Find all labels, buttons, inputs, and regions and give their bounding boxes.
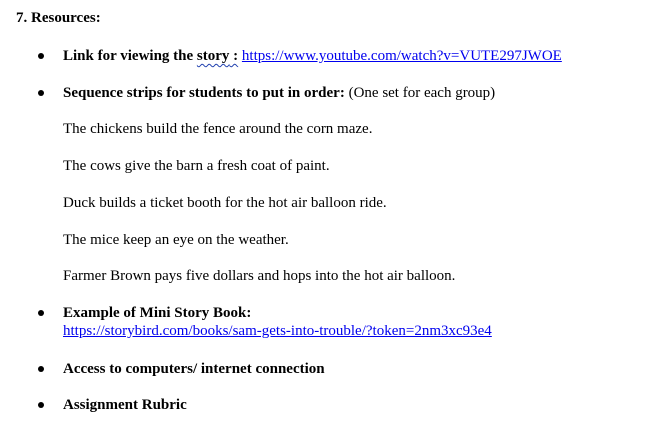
list-item-computers <box>63 359 325 379</box>
sequence-strip: The chickens build the fence around the corn maze. <box>63 121 373 137</box>
bullet-icon <box>38 90 44 96</box>
bullet-icon <box>38 402 44 408</box>
story-link-label: Link for viewing the <box>63 48 197 64</box>
story-colon: : <box>229 48 239 64</box>
list-item-sequence-strips <box>63 83 495 103</box>
storybird-link[interactable]: https://storybird.com/books/sam-gets-into-trouble/?token=2nm3xc93e4 <box>63 323 492 339</box>
sequence-strip: Duck builds a ticket booth for the hot air balloon ride. <box>63 195 387 211</box>
computers-label: Access to computers/ internet connection <box>63 361 325 377</box>
bullet-icon <box>38 310 44 316</box>
list-item-example-link <box>63 321 492 341</box>
example-label: Example of Mini Story Book: <box>63 305 252 321</box>
list-item-rubric <box>63 395 187 415</box>
story-word: story <box>196 48 230 64</box>
sequence-strips-label: Sequence strips for students to put in order: <box>63 85 345 101</box>
section-heading: 7. Resources: <box>16 10 101 26</box>
youtube-link[interactable]: https://www.youtube.com/watch?v=VUTE297JWOE <box>241 48 562 64</box>
sequence-strip: The mice keep an eye on the weather. <box>63 232 289 248</box>
sequence-strips-note: (One set for each group) <box>344 85 496 101</box>
list-item-example-label <box>63 303 251 323</box>
sequence-strip: The cows give the barn a fresh coat of paint. <box>63 158 330 174</box>
rubric-label: Assignment Rubric <box>63 397 187 413</box>
bullet-icon <box>38 53 44 59</box>
sequence-strip: Farmer Brown pays five dollars and hops into the hot air balloon. <box>63 268 456 284</box>
bullet-icon <box>38 366 44 372</box>
list-item-story-link <box>63 46 562 66</box>
